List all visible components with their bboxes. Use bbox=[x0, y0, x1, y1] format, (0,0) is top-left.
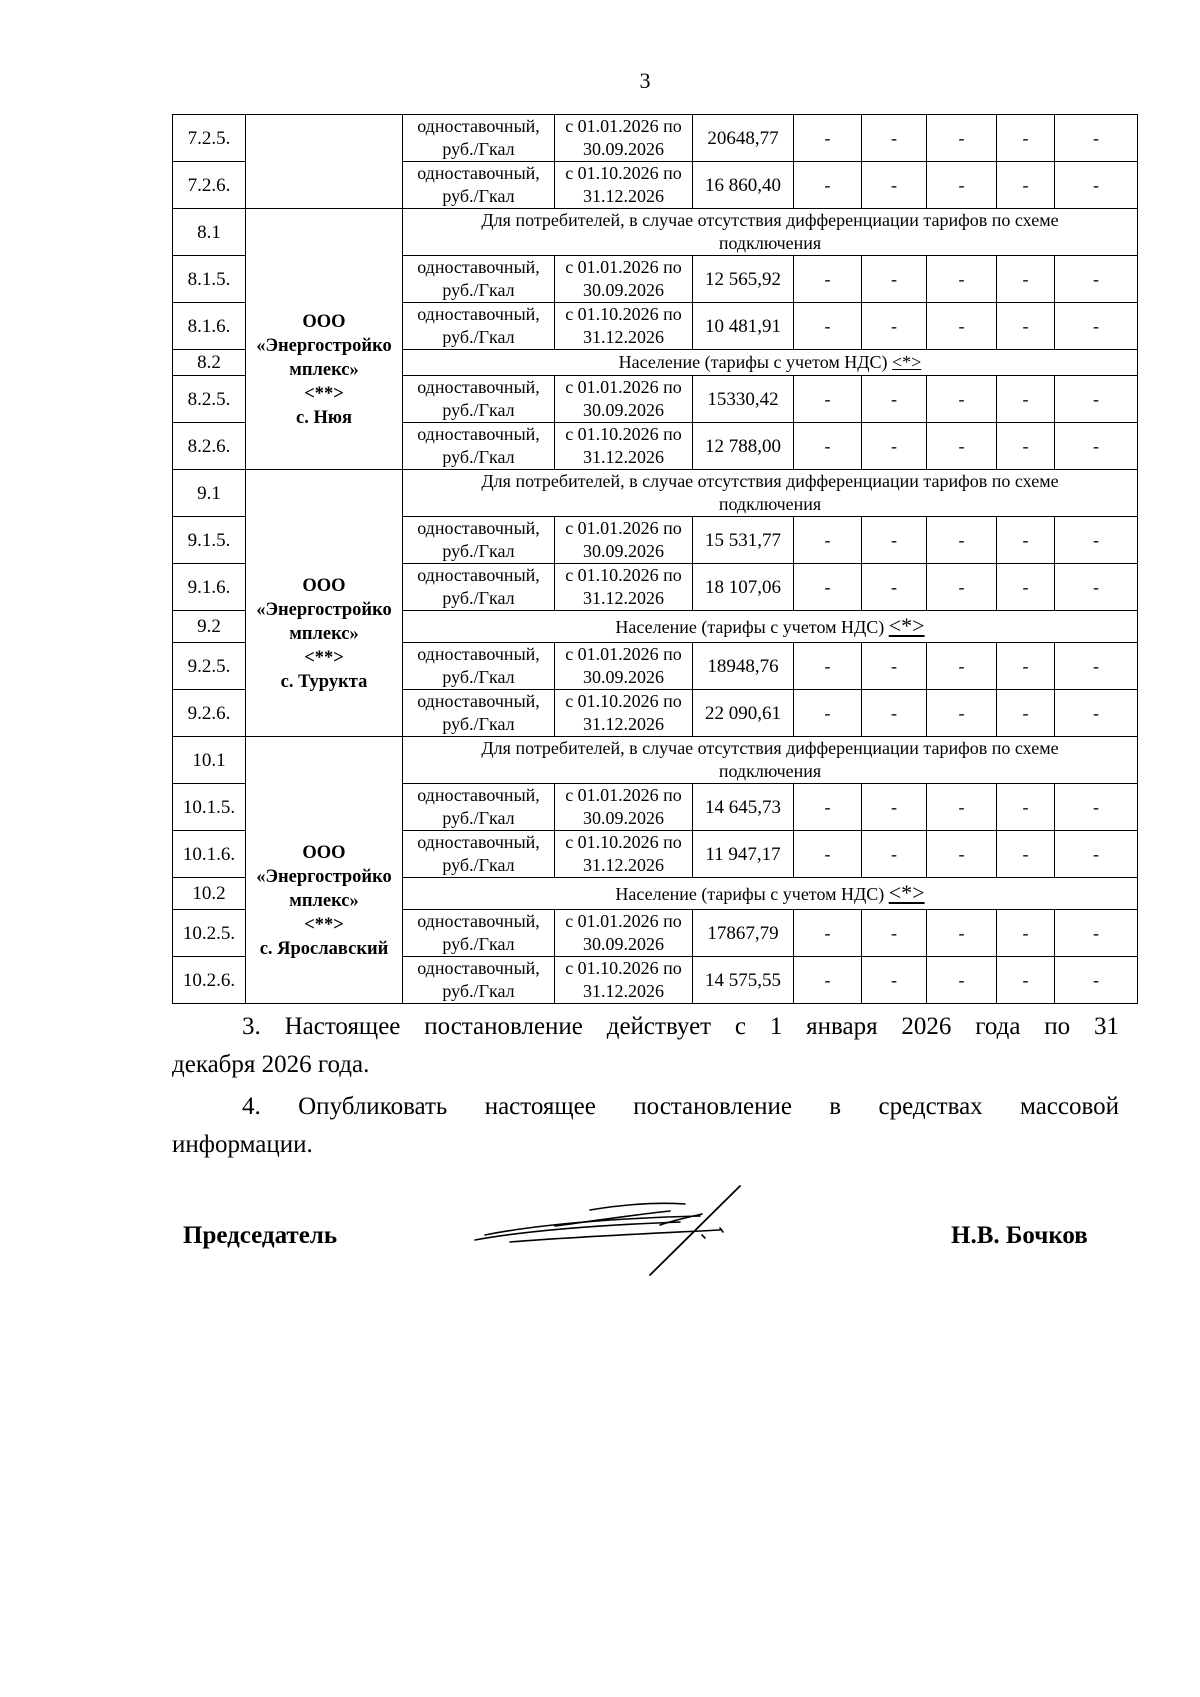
page-number: 3 bbox=[639, 68, 651, 93]
empty-value: - bbox=[794, 115, 862, 162]
row-number: 7.2.6. bbox=[173, 162, 246, 209]
empty-value: - bbox=[927, 162, 997, 209]
row-number: 10.2 bbox=[173, 878, 246, 910]
tariff-type-text: руб./Гкал bbox=[442, 588, 515, 608]
period-text: с 01.10.2026 по bbox=[565, 691, 682, 711]
period-text: 30.09.2026 bbox=[583, 934, 664, 954]
empty-value: - bbox=[862, 957, 927, 1004]
signer-title: Председатель bbox=[183, 1222, 338, 1249]
tariff-type-text: руб./Гкал bbox=[442, 541, 515, 561]
empty-value: - bbox=[1055, 910, 1138, 957]
period-text: 31.12.2026 bbox=[583, 855, 664, 875]
empty-value: - bbox=[997, 643, 1055, 690]
row-number: 10.1 bbox=[173, 737, 246, 784]
empty-value: - bbox=[1055, 115, 1138, 162]
table-row bbox=[173, 209, 1138, 256]
organization-line: мплекс» bbox=[289, 891, 359, 911]
paragraph-4-line-2: информации. bbox=[172, 1131, 313, 1158]
paragraph-3-line-1: 3. Настоящее постановление действует с 1 января 2026 года по 31 bbox=[242, 1013, 1119, 1040]
tariff-type-cell bbox=[403, 831, 555, 878]
period-text: 31.12.2026 bbox=[583, 714, 664, 734]
period-cell bbox=[555, 517, 693, 564]
organization-line: ООО bbox=[302, 312, 346, 332]
tariff-value: 18 107,06 bbox=[693, 564, 794, 611]
period-text: 30.09.2026 bbox=[583, 280, 664, 300]
organization-line: <**> bbox=[304, 648, 344, 668]
tariff-type-text: руб./Гкал bbox=[442, 808, 515, 828]
empty-value: - bbox=[927, 831, 997, 878]
empty-value: - bbox=[997, 690, 1055, 737]
empty-value: - bbox=[1055, 564, 1138, 611]
tariff-type-cell bbox=[403, 910, 555, 957]
population-text: Население (тарифы с учетом НДС) bbox=[618, 352, 888, 372]
organization-line: с. Ярославский bbox=[259, 939, 389, 959]
empty-value: - bbox=[862, 256, 927, 303]
table-row bbox=[173, 737, 1138, 784]
empty-value: - bbox=[1055, 162, 1138, 209]
empty-value: - bbox=[927, 784, 997, 831]
organization-line: «Энергостройко bbox=[256, 600, 392, 620]
row-number: 10.2.6. bbox=[173, 957, 246, 1004]
period-text: 31.12.2026 bbox=[583, 186, 664, 206]
empty-value: - bbox=[862, 643, 927, 690]
consumer-group-text: Для потребителей, в случае отсутствия дифференциации тарифов по схеме bbox=[481, 471, 1059, 491]
empty-value: - bbox=[794, 690, 862, 737]
population-text: Население (тарифы с учетом НДС) bbox=[615, 884, 885, 904]
organization-cell bbox=[246, 209, 403, 470]
organization-line: «Энергостройко bbox=[256, 867, 392, 887]
period-text: с 01.01.2026 по bbox=[565, 377, 682, 397]
organization-cell bbox=[246, 737, 403, 1004]
row-number: 9.2 bbox=[173, 611, 246, 643]
empty-value: - bbox=[997, 517, 1055, 564]
organization-line: с. Нюя bbox=[296, 408, 352, 428]
empty-value: - bbox=[862, 115, 927, 162]
tariff-type-text: одноставочный, bbox=[417, 691, 540, 711]
empty-value: - bbox=[794, 162, 862, 209]
tariff-value: 14 645,73 bbox=[693, 784, 794, 831]
row-number: 10.1.5. bbox=[173, 784, 246, 831]
empty-value: - bbox=[1055, 423, 1138, 470]
paragraph-4-line-1: 4. Опубликовать настоящее постановление в средствах массовой bbox=[242, 1093, 1119, 1120]
tariff-value: 20648,77 bbox=[693, 115, 794, 162]
empty-value: - bbox=[794, 784, 862, 831]
empty-value: - bbox=[927, 643, 997, 690]
paragraph-4 bbox=[172, 1088, 1119, 1164]
signer-name: Н.В. Бочков bbox=[951, 1222, 1088, 1249]
empty-value: - bbox=[862, 517, 927, 564]
empty-value: - bbox=[794, 564, 862, 611]
empty-value: - bbox=[997, 162, 1055, 209]
tariff-type-text: руб./Гкал bbox=[442, 855, 515, 875]
period-cell bbox=[555, 910, 693, 957]
row-number: 8.2.6. bbox=[173, 423, 246, 470]
paragraph-3-line-2: декабря 2026 года. bbox=[172, 1051, 370, 1078]
tariff-type-text: одноставочный, bbox=[417, 911, 540, 931]
empty-value: - bbox=[927, 957, 997, 1004]
empty-value: - bbox=[997, 910, 1055, 957]
row-number: 8.1.5. bbox=[173, 256, 246, 303]
empty-value: - bbox=[927, 115, 997, 162]
period-cell bbox=[555, 957, 693, 1004]
organization-line: с. Турукта bbox=[280, 672, 368, 692]
period-text: 31.12.2026 bbox=[583, 327, 664, 347]
period-cell bbox=[555, 256, 693, 303]
empty-value: - bbox=[794, 303, 862, 350]
empty-value: - bbox=[927, 303, 997, 350]
consumer-group-text: Для потребителей, в случае отсутствия дифференциации тарифов по схеме bbox=[481, 210, 1059, 230]
period-text: с 01.10.2026 по bbox=[565, 424, 682, 444]
population-header bbox=[403, 878, 1138, 910]
period-cell bbox=[555, 831, 693, 878]
period-text: с 01.01.2026 по bbox=[565, 785, 682, 805]
empty-value: - bbox=[997, 564, 1055, 611]
empty-value: - bbox=[927, 256, 997, 303]
empty-value: - bbox=[1055, 957, 1138, 1004]
tariff-type-cell bbox=[403, 517, 555, 564]
empty-value: - bbox=[794, 256, 862, 303]
empty-value: - bbox=[997, 957, 1055, 1004]
tariff-type-text: одноставочный, bbox=[417, 958, 540, 978]
empty-value: - bbox=[862, 564, 927, 611]
period-text: 31.12.2026 bbox=[583, 447, 664, 467]
tariff-type-cell bbox=[403, 423, 555, 470]
empty-value: - bbox=[997, 303, 1055, 350]
period-cell bbox=[555, 564, 693, 611]
tariff-type-text: руб./Гкал bbox=[442, 447, 515, 467]
period-text: с 01.01.2026 по bbox=[565, 257, 682, 277]
empty-value: - bbox=[1055, 256, 1138, 303]
empty-value: - bbox=[1055, 643, 1138, 690]
period-cell bbox=[555, 303, 693, 350]
tariff-type-cell bbox=[403, 957, 555, 1004]
empty-value: - bbox=[862, 690, 927, 737]
period-text: 31.12.2026 bbox=[583, 981, 664, 1001]
tariff-type-text: руб./Гкал bbox=[442, 667, 515, 687]
empty-value: - bbox=[997, 376, 1055, 423]
population-header bbox=[403, 611, 1138, 643]
period-cell bbox=[555, 643, 693, 690]
empty-value: - bbox=[1055, 784, 1138, 831]
paragraph-3 bbox=[172, 1008, 1119, 1084]
organization-line: ООО bbox=[302, 843, 346, 863]
row-number: 8.2 bbox=[173, 350, 246, 376]
tariff-type-cell bbox=[403, 115, 555, 162]
tariff-value: 12 788,00 bbox=[693, 423, 794, 470]
period-text: с 01.01.2026 по bbox=[565, 644, 682, 664]
tariff-type-text: руб./Гкал bbox=[442, 934, 515, 954]
footnote-link[interactable]: <*> bbox=[888, 880, 925, 905]
tariff-type-text: руб./Гкал bbox=[442, 981, 515, 1001]
organization-cell bbox=[246, 115, 403, 209]
period-text: 30.09.2026 bbox=[583, 139, 664, 159]
tariff-type-cell bbox=[403, 690, 555, 737]
empty-value: - bbox=[794, 376, 862, 423]
tariff-type-cell bbox=[403, 256, 555, 303]
table-row bbox=[173, 470, 1138, 517]
empty-value: - bbox=[927, 423, 997, 470]
empty-value: - bbox=[794, 423, 862, 470]
period-text: с 01.10.2026 по bbox=[565, 832, 682, 852]
row-number: 9.2.5. bbox=[173, 643, 246, 690]
tariff-type-cell bbox=[403, 162, 555, 209]
period-text: 30.09.2026 bbox=[583, 808, 664, 828]
empty-value: - bbox=[862, 784, 927, 831]
tariff-value: 16 860,40 bbox=[693, 162, 794, 209]
period-text: с 01.10.2026 по bbox=[565, 958, 682, 978]
period-text: 30.09.2026 bbox=[583, 667, 664, 687]
tariff-type-cell bbox=[403, 303, 555, 350]
period-text: с 01.01.2026 по bbox=[565, 116, 682, 136]
organization-line: мплекс» bbox=[289, 624, 359, 644]
table-row bbox=[173, 115, 1138, 162]
period-cell bbox=[555, 690, 693, 737]
empty-value: - bbox=[927, 564, 997, 611]
empty-value: - bbox=[862, 423, 927, 470]
empty-value: - bbox=[1055, 831, 1138, 878]
empty-value: - bbox=[927, 690, 997, 737]
tariff-value: 17867,79 bbox=[693, 910, 794, 957]
organization-line: <**> bbox=[304, 384, 344, 404]
empty-value: - bbox=[1055, 303, 1138, 350]
empty-value: - bbox=[794, 517, 862, 564]
period-cell bbox=[555, 115, 693, 162]
row-number: 10.2.5. bbox=[173, 910, 246, 957]
empty-value: - bbox=[1055, 690, 1138, 737]
period-cell bbox=[555, 423, 693, 470]
tariff-type-text: руб./Гкал bbox=[442, 327, 515, 347]
consumer-group-text: подключения bbox=[718, 233, 822, 253]
consumer-group-text: подключения bbox=[718, 761, 822, 781]
row-number: 9.1.5. bbox=[173, 517, 246, 564]
tariff-value: 11 947,17 bbox=[693, 831, 794, 878]
tariff-value: 22 090,61 bbox=[693, 690, 794, 737]
empty-value: - bbox=[927, 376, 997, 423]
row-number: 8.1 bbox=[173, 209, 246, 256]
empty-value: - bbox=[862, 831, 927, 878]
period-text: с 01.01.2026 по bbox=[565, 518, 682, 538]
tariff-type-cell bbox=[403, 784, 555, 831]
tariff-type-text: одноставочный, bbox=[417, 304, 540, 324]
consumer-group-header bbox=[403, 470, 1138, 517]
tariff-type-text: руб./Гкал bbox=[442, 400, 515, 420]
period-text: 31.12.2026 bbox=[583, 588, 664, 608]
footnote-link[interactable]: <*> bbox=[892, 352, 922, 372]
period-cell bbox=[555, 162, 693, 209]
empty-value: - bbox=[862, 303, 927, 350]
tariff-type-text: одноставочный, bbox=[417, 377, 540, 397]
empty-value: - bbox=[997, 784, 1055, 831]
period-cell bbox=[555, 376, 693, 423]
tariff-table bbox=[172, 114, 1138, 1004]
tariff-type-text: одноставочный, bbox=[417, 832, 540, 852]
organization-line: мплекс» bbox=[289, 360, 359, 380]
empty-value: - bbox=[862, 376, 927, 423]
organization-line: «Энергостройко bbox=[256, 336, 392, 356]
empty-value: - bbox=[997, 423, 1055, 470]
tariff-type-text: одноставочный, bbox=[417, 644, 540, 664]
empty-value: - bbox=[862, 162, 927, 209]
consumer-group-text: подключения bbox=[718, 494, 822, 514]
population-text: Население (тарифы с учетом НДС) bbox=[615, 617, 885, 637]
empty-value: - bbox=[997, 831, 1055, 878]
row-number: 8.1.6. bbox=[173, 303, 246, 350]
tariff-type-text: одноставочный, bbox=[417, 257, 540, 277]
organization-cell bbox=[246, 470, 403, 737]
tariff-type-text: одноставочный, bbox=[417, 424, 540, 444]
tariff-type-text: руб./Гкал bbox=[442, 714, 515, 734]
period-text: 30.09.2026 bbox=[583, 400, 664, 420]
consumer-group-header bbox=[403, 209, 1138, 256]
tariff-value: 15 531,77 bbox=[693, 517, 794, 564]
period-cell bbox=[555, 784, 693, 831]
tariff-value: 12 565,92 bbox=[693, 256, 794, 303]
empty-value: - bbox=[927, 517, 997, 564]
tariff-value: 15330,42 bbox=[693, 376, 794, 423]
row-number: 9.1.6. bbox=[173, 564, 246, 611]
tariff-type-text: руб./Гкал bbox=[442, 139, 515, 159]
tariff-type-cell bbox=[403, 564, 555, 611]
organization-line: ООО bbox=[302, 576, 346, 596]
tariff-type-text: одноставочный, bbox=[417, 518, 540, 538]
population-header bbox=[403, 350, 1138, 376]
row-number: 7.2.5. bbox=[173, 115, 246, 162]
row-number: 10.1.6. bbox=[173, 831, 246, 878]
tariff-type-cell bbox=[403, 376, 555, 423]
empty-value: - bbox=[997, 115, 1055, 162]
tariff-value: 10 481,91 bbox=[693, 303, 794, 350]
period-text: с 01.10.2026 по bbox=[565, 304, 682, 324]
period-text: с 01.01.2026 по bbox=[565, 911, 682, 931]
tariff-value: 14 575,55 bbox=[693, 957, 794, 1004]
empty-value: - bbox=[794, 957, 862, 1004]
consumer-group-text: Для потребителей, в случае отсутствия дифференциации тарифов по схеме bbox=[481, 738, 1059, 758]
consumer-group-header bbox=[403, 737, 1138, 784]
empty-value: - bbox=[794, 910, 862, 957]
empty-value: - bbox=[862, 910, 927, 957]
organization-line: <**> bbox=[304, 915, 344, 935]
tariff-type-text: руб./Гкал bbox=[442, 186, 515, 206]
empty-value: - bbox=[1055, 517, 1138, 564]
tariff-type-text: руб./Гкал bbox=[442, 280, 515, 300]
tariff-type-text: одноставочный, bbox=[417, 785, 540, 805]
tariff-type-text: одноставочный, bbox=[417, 565, 540, 585]
footnote-link[interactable]: <*> bbox=[888, 613, 925, 638]
empty-value: - bbox=[1055, 376, 1138, 423]
handwritten-signature bbox=[470, 1180, 780, 1280]
row-number: 8.2.5. bbox=[173, 376, 246, 423]
tariff-value: 18948,76 bbox=[693, 643, 794, 690]
empty-value: - bbox=[794, 831, 862, 878]
tariff-type-cell bbox=[403, 643, 555, 690]
empty-value: - bbox=[927, 910, 997, 957]
row-number: 9.2.6. bbox=[173, 690, 246, 737]
empty-value: - bbox=[997, 256, 1055, 303]
row-number: 9.1 bbox=[173, 470, 246, 517]
empty-value: - bbox=[794, 643, 862, 690]
tariff-type-text: одноставочный, bbox=[417, 163, 540, 183]
period-text: с 01.10.2026 по bbox=[565, 163, 682, 183]
tariff-type-text: одноставочный, bbox=[417, 116, 540, 136]
period-text: с 01.10.2026 по bbox=[565, 565, 682, 585]
period-text: 30.09.2026 bbox=[583, 541, 664, 561]
